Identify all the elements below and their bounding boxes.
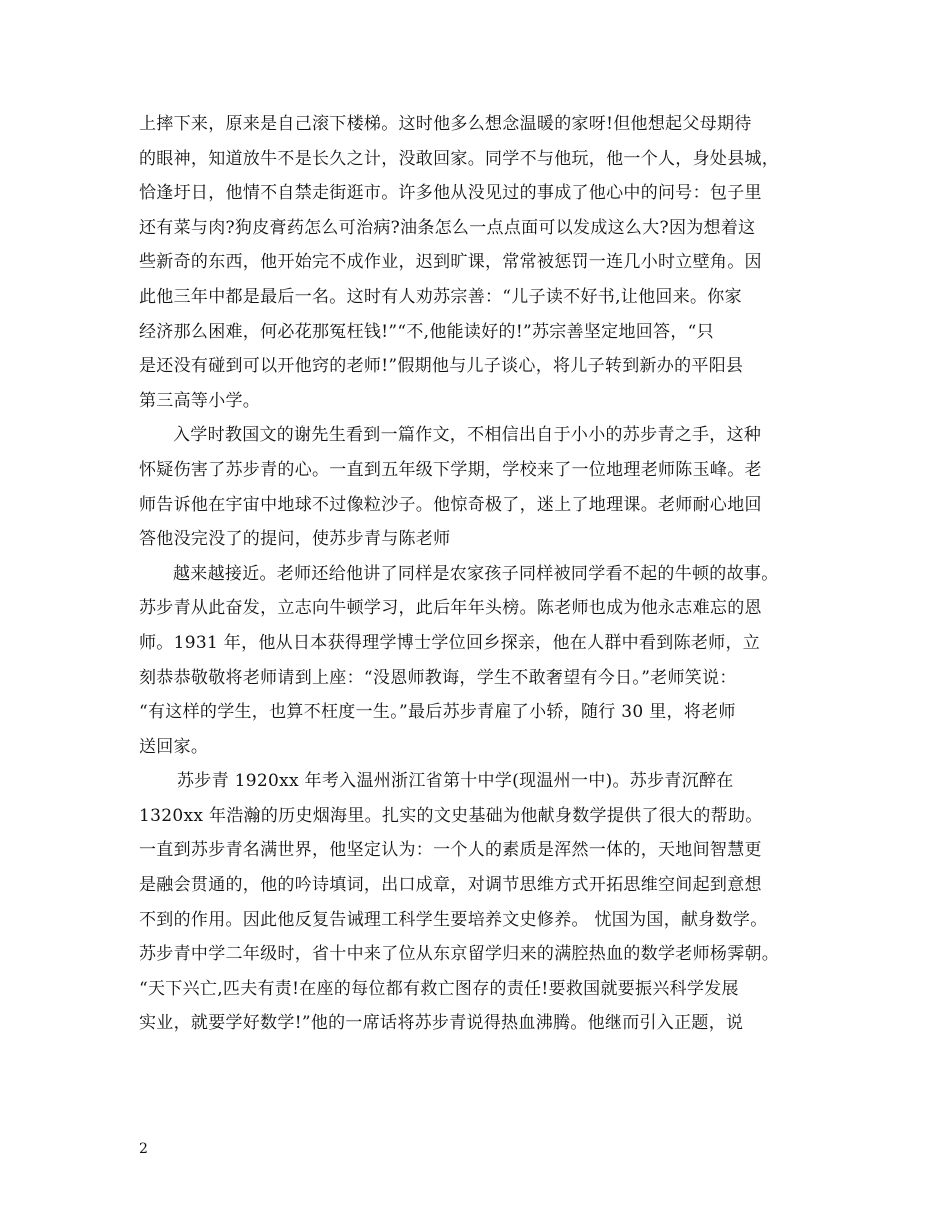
text-line: 苏步青中学二年级时，省十中来了位从东京留学归来的满腔热血的数学老师杨霁朝。 bbox=[139, 944, 780, 965]
text-line: 经济那么困难，何必花那冤枉钱!”“不,他能读好的!”苏宗善坚定地回答，“只 bbox=[139, 321, 714, 342]
text-line: 1320xx 年浩瀚的历史烟海里。扎实的文史基础为他献身数学提供了很大的帮助。 bbox=[139, 805, 763, 826]
text-line: 一直到苏步青名满世界，他坚定认为：一个人的素质是浑然一体的，天地间智慧更 bbox=[139, 840, 762, 861]
text-line: 的眼神，知道放牛不是长久之计，没敢回家。同学不与他玩，他一个人，身处县城， bbox=[139, 148, 780, 169]
text-line: 怀疑伤害了苏步青的心。一直到五年级下学期，学校来了一位地理老师陈玉峰。老 bbox=[139, 459, 762, 480]
text-line: 越来越接近。老师还给他讲了同样是农家孩子同样被同学看不起的牛顿的故事。 bbox=[173, 563, 779, 584]
text-line: 刻恭恭敬敬将老师请到上座：“没恩师教诲，学生不敢奢望有今日。”老师笑说： bbox=[139, 667, 737, 688]
text-line: 师告诉他在宇宙中地球不过像粒沙子。他惊奇极了，迷上了地理课。老师耐心地回 bbox=[139, 494, 762, 515]
text-line: 第三高等小学。 bbox=[139, 390, 261, 411]
text-line: 是还没有碰到可以开他窍的老师!”假期他与儿子谈心，将儿子转到新办的平阳县 bbox=[139, 356, 744, 377]
text-line: 苏步青 1920xx 年考入温州浙江省第十中学(现温州一中)。苏步青沉醉在 bbox=[177, 771, 734, 792]
text-line: 是融会贯通的，他的吟诗填词，出口成章，对调节思维方式开拓思维空间起到意想 bbox=[139, 875, 762, 896]
text-line: 苏步青从此奋发，立志向牛顿学习，此后年年头榜。陈老师也成为他永志难忘的恩 bbox=[139, 598, 762, 619]
text-line: 此他三年中都是最后一名。这时有人劝苏宗善：“儿子读不好书,让他回来。你家 bbox=[139, 286, 742, 307]
text-line: 还有菜与肉?狗皮膏药怎么可治病?油条怎么一点点面可以发成这么大?因为想着这 bbox=[139, 217, 756, 238]
text-line: 送回家。 bbox=[139, 736, 209, 757]
text-line: “有这样的学生，也算不枉度一生。”最后苏步青雇了小轿，随行 30 里，将老师 bbox=[139, 702, 736, 723]
text-line: 些新奇的东西，他开始完不成作业，迟到旷课，常常被惩罚一连几小时立壁角。因 bbox=[139, 252, 762, 273]
text-line: 恰逢圩日，他情不自禁走街逛市。许多他从没见过的事成了他心中的问号：包子里 bbox=[139, 183, 762, 204]
text-line: 实业，就要学好数学!”他的一席话将苏步青说得热血沸腾。他继而引入正题，说 bbox=[139, 1013, 744, 1034]
text-line: 不到的作用。因此他反复告诫理工科学生要培养文史修养。 忧国为国，献身数学。 bbox=[139, 909, 768, 930]
body-text bbox=[139, 107, 815, 1041]
text-line: “天下兴亡,匹夫有责!在座的每位都有救亡图存的责任!要救国就要振兴科学发展 bbox=[139, 978, 739, 999]
text-line: 上摔下来，原来是自己滚下楼梯。这时他多么想念温暖的家呀!但他想起父母期待 bbox=[139, 114, 752, 134]
text-line: 师。1931 年，他从日本获得理学博士学位回乡探亲，他在人群中看到陈老师，立 bbox=[139, 632, 761, 653]
page-number: 2 bbox=[139, 1141, 148, 1157]
text-line: 答他没完没了的提问，使苏步青与陈老师 bbox=[139, 529, 451, 550]
text-line: 入学时教国文的谢先生看到一篇作文，不相信出自于小小的苏步青之手，这种 bbox=[173, 425, 762, 446]
